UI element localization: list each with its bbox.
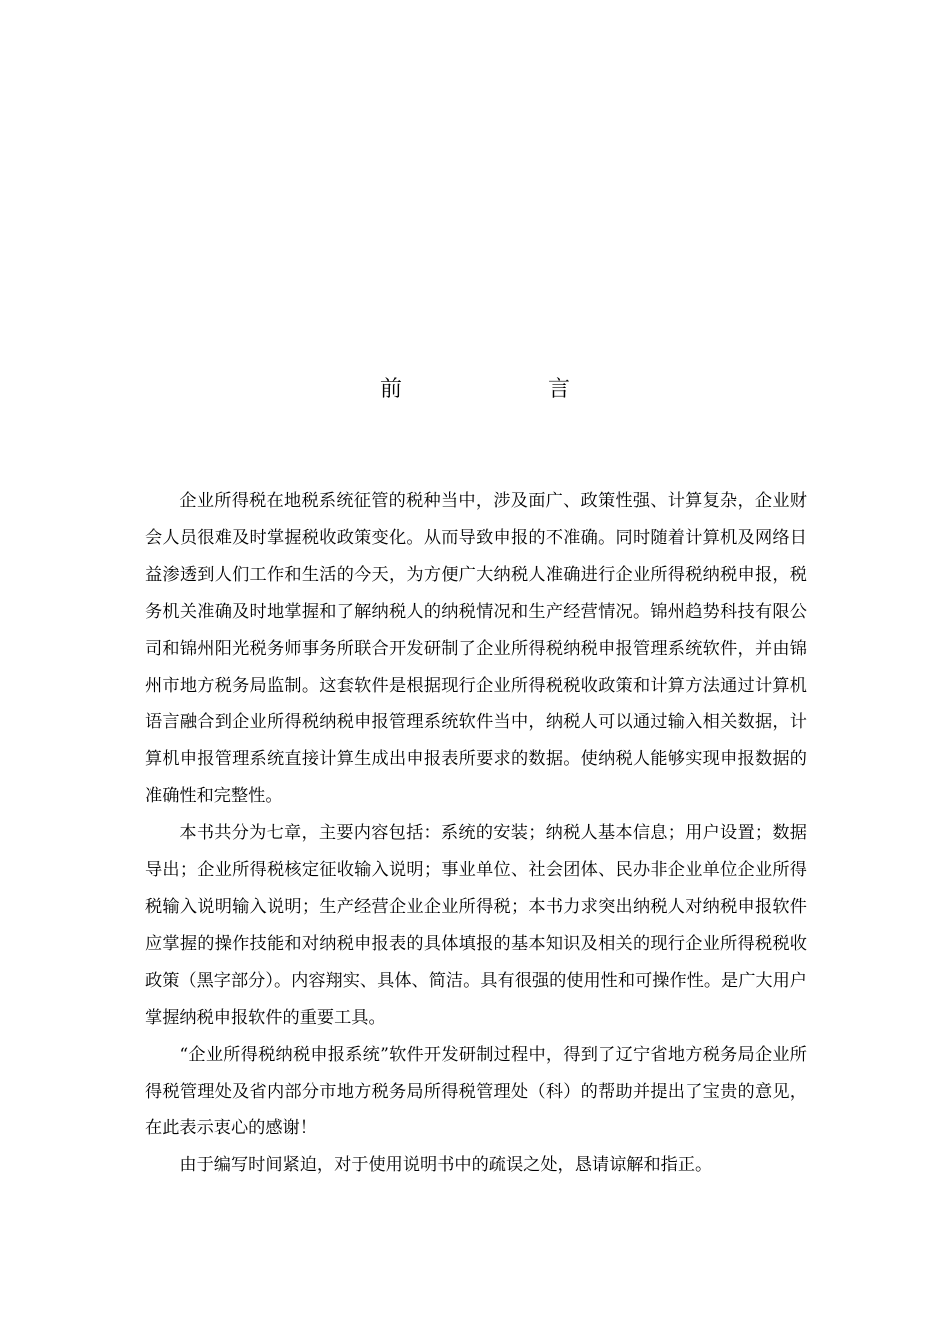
page-title: 前 言 (379, 377, 632, 402)
paragraph-1: 企业所得税在地税系统征管的税种当中，涉及面广、政策性强、计算复杂，企业财会人员很难及时掌握税收政策变化。从而导致申报的不准确。同时随着计算机及网络日益渗透到人们工作和生活的今天，为方便广大纳税人准确进行企业所得税纳税申报，税务机关准确及时地掌握和了解纳税人的纳税情况和生产经营情况。锦州趋势科技有限公司和锦州阳光税务师事务所联合开发研制了企业所得税纳税申报管理系统软件，并由锦州市地方税务局监制。这套软件是根据现行企业所得税税收政策和计算方法通过计算机语言融合到企业所得税纳税申报管理系统软件当中，纳税人可以通过输入相关数据，计算机申报管理系统直接计算生成出申报表所要求的数据。使纳税人能够实现申报数据的准确性和完整性。 (145, 491, 807, 807)
body-text (145, 483, 807, 1184)
paragraph-4: 由于编写时间紧迫，对于使用说明书中的疏误之处，恳请谅解和指正。 (179, 1155, 713, 1176)
paragraph-2: 本书共分为七章，主要内容包括：系统的安装；纳税人基本信息；用户设置；数据导出；企业所得税核定征收输入说明；事业单位、社会团体、民办非企业单位企业所得税输入说明输入说明；生产经营企业企业所得税；本书力求突出纳税人对纳税申报软件应掌握的操作技能和对纳税申报表的具体填报的基本知识及相关的现行企业所得税税收政策（黑字部分）。内容翔实、具体、简洁。具有很强的使用性和可操作性。是广大用户掌握纳税申报软件的重要工具。 (145, 823, 807, 1028)
paragraph-3: “企业所得税纳税申报系统”软件开发研制过程中，得到了辽宁省地方税务局企业所得税管理处及省内部分市地方税务局所得税管理处（科）的帮助并提出了宝贵的意见，在此表示衷心的感谢！ (145, 1044, 807, 1139)
